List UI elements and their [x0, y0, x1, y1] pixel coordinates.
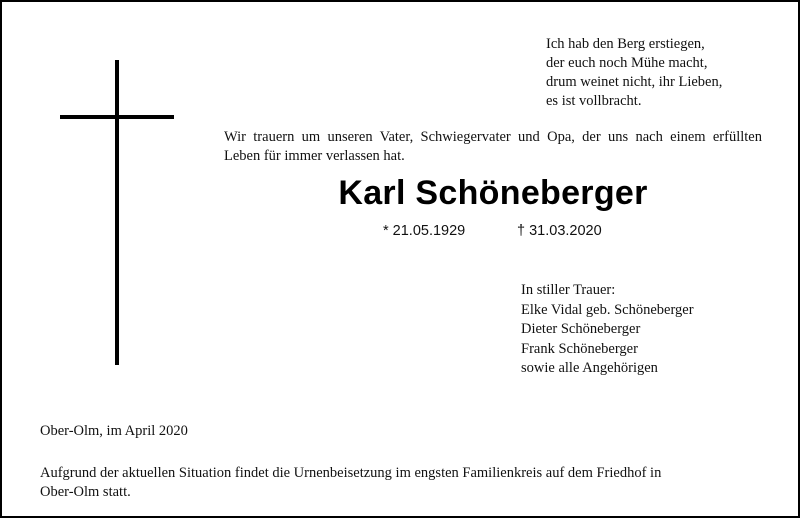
poem-line: der euch noch Mühe macht, — [546, 55, 708, 71]
mourner-name: Dieter Schöneberger — [521, 321, 641, 337]
deceased-name: Karl Schöneberger — [338, 174, 648, 212]
note-line: Ober-Olm statt. — [40, 484, 131, 500]
burial-note — [40, 464, 720, 502]
death-date: † 31.03.2020 — [517, 223, 602, 239]
cross-horizontal-bar — [60, 115, 174, 119]
mourners-heading: In stiller Trauer: — [521, 282, 616, 298]
intro-text — [224, 128, 762, 166]
mourners-block — [521, 281, 694, 379]
mourner-name: Frank Schöneberger — [521, 340, 638, 357]
poem — [546, 35, 786, 111]
poem-line: Ich hab den Berg erstiegen, — [546, 36, 705, 52]
poem-line: es ist vollbracht. — [546, 93, 642, 109]
note-line: Aufgrund der aktuellen Situation findet die Urnenbeisetzung im engsten Familienkreis auf dem Friedhof in — [40, 465, 662, 481]
mourner-name: sowie alle Angehörigen — [521, 360, 658, 376]
place-date: Ober-Olm, im April 2020 — [40, 423, 188, 439]
intro-line: Leben für immer verlassen hat. — [224, 148, 405, 164]
mourner-name: Elke Vidal geb. Schöneberger — [521, 301, 694, 318]
intro-line: Wir trauern um unseren Vater, Schwiegervater und Opa, der uns nach einem erfüllten — [224, 129, 762, 145]
cross-vertical-bar — [115, 60, 119, 365]
poem-line: drum weinet nicht, ihr Lieben, — [546, 74, 723, 90]
birth-date: * 21.05.1929 — [383, 223, 466, 239]
